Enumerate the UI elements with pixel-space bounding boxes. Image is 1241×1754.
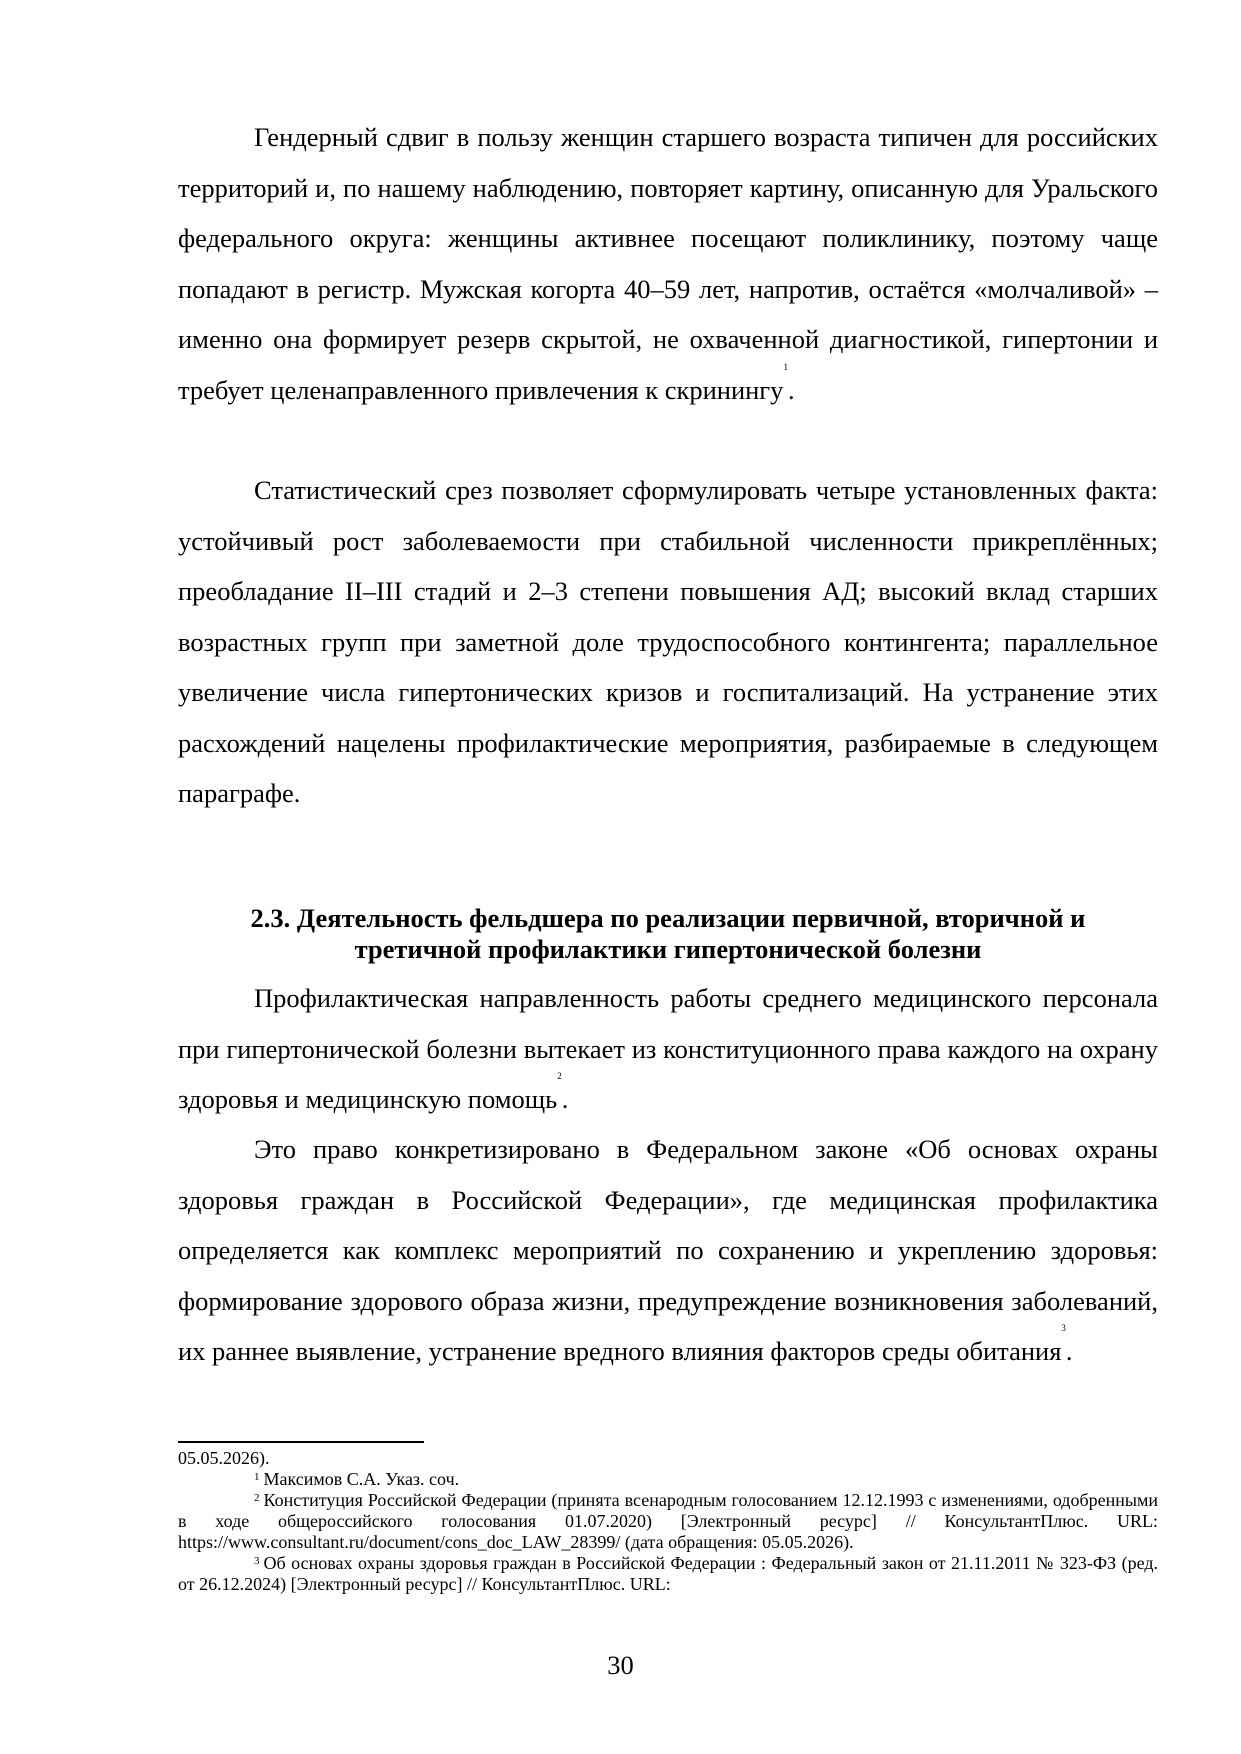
paragraph-text: Это право конкретизировано в Федеральном законе «Об основах охраны здоровья граждан в Российской Федерации», где медицинская профилактика определяется как комплекс мероприятий по сохранению и укреплению здоровья: формирование здорового образа жизни, предупреждение возникновения заболеваний, их раннее выявление, устранение вредного влияния факторов среды обитания <box>178 1134 1158 1366</box>
paragraph-tail: . <box>1065 1336 1073 1366</box>
footnote-2 <box>178 1490 1158 1553</box>
footnote-number: 1 <box>254 1471 260 1483</box>
footnote-number: 3 <box>254 1555 260 1567</box>
footnote-text: Об основах охраны здоровья граждан в Российской Федерации : Федеральный закон от 21.11.2011 № 323-ФЗ (ред. от 26.12.2024) [Электронный ресурс] // КонсультантПлюс. URL: <box>178 1553 1158 1594</box>
section-heading <box>178 903 1158 965</box>
paragraph <box>178 1124 1158 1377</box>
footnote-separator <box>178 1441 424 1443</box>
paragraph <box>178 465 1158 819</box>
heading-line-2: третичной профилактики гипертонической болезни <box>354 934 982 964</box>
footnote-carryover: 05.05.2026). <box>178 1448 270 1468</box>
footnote-text: Конституция Российской Федерации (принята всенародным голосованием 12.12.1993 с изменениями, одобренными в ходе общероссийского голосования 01.07.2020) [Электронный ресурс] // КонсультантПлюс. URL: https://www.consultant.ru/document/cons_doc_LAW_28399/ (дата обращения: 05.05.2026). <box>178 1490 1158 1552</box>
footnote-number: 2 <box>254 1492 260 1504</box>
paragraph <box>178 112 1158 415</box>
footnote-ref[interactable]: 3 <box>1061 1323 1066 1333</box>
footnotes <box>178 1448 1158 1595</box>
paragraph-tail: . <box>787 374 795 405</box>
paragraph-text: Гендерный сдвиг в пользу женщин старшего возраста типичен для российских территорий и, по нашему наблюдению, повторяет картину, описанную для Уральского федерального округа: женщины активнее посещают поликлинику, поэтому чаще попадают в регистр. Мужская когорта 40–59 лет, напротив, остаётся «молчаливой» – именно она формирует резерв скрытой, не охваченной диагностикой, гипертонии и требует целенаправленного привлечения к скринингу <box>178 122 1158 405</box>
paragraph-tail: . <box>561 1084 569 1114</box>
paragraph-text: Статистический срез позволяет сформулировать четыре установленных факта: устойчивый рост заболеваемости при стабильной численности прикреплённых; преобладание II–III стадий и 2–3 степени повышения АД; высокий вклад старших возрастных групп при заметной доле трудоспособного контингента; параллельное увеличение числа гипертонических кризов и госпитализаций. На устранение этих расхождений нацелены профилактические мероприятия, разбираемые в следующем параграфе. <box>178 475 1158 808</box>
footnote-3 <box>178 1553 1158 1595</box>
footnote-1 <box>178 1469 1158 1490</box>
paragraph-text: Профилактическая направленность работы среднего медицинского персонала при гипертонической болезни вытекает из конституционного права каждого на охрану здоровья и медицинскую помощь <box>178 983 1158 1114</box>
footnote-ref[interactable]: 2 <box>557 1071 562 1081</box>
paragraph <box>178 973 1158 1125</box>
footnote-ref[interactable]: 1 <box>783 361 788 372</box>
footnote-text: Максимов С.А. Указ. соч. <box>263 1469 460 1489</box>
page-number: 30 <box>607 1650 634 1680</box>
heading-line-1: 2.3. Деятельность фельдшера по реализации первичной, вторичной и <box>250 903 1086 933</box>
